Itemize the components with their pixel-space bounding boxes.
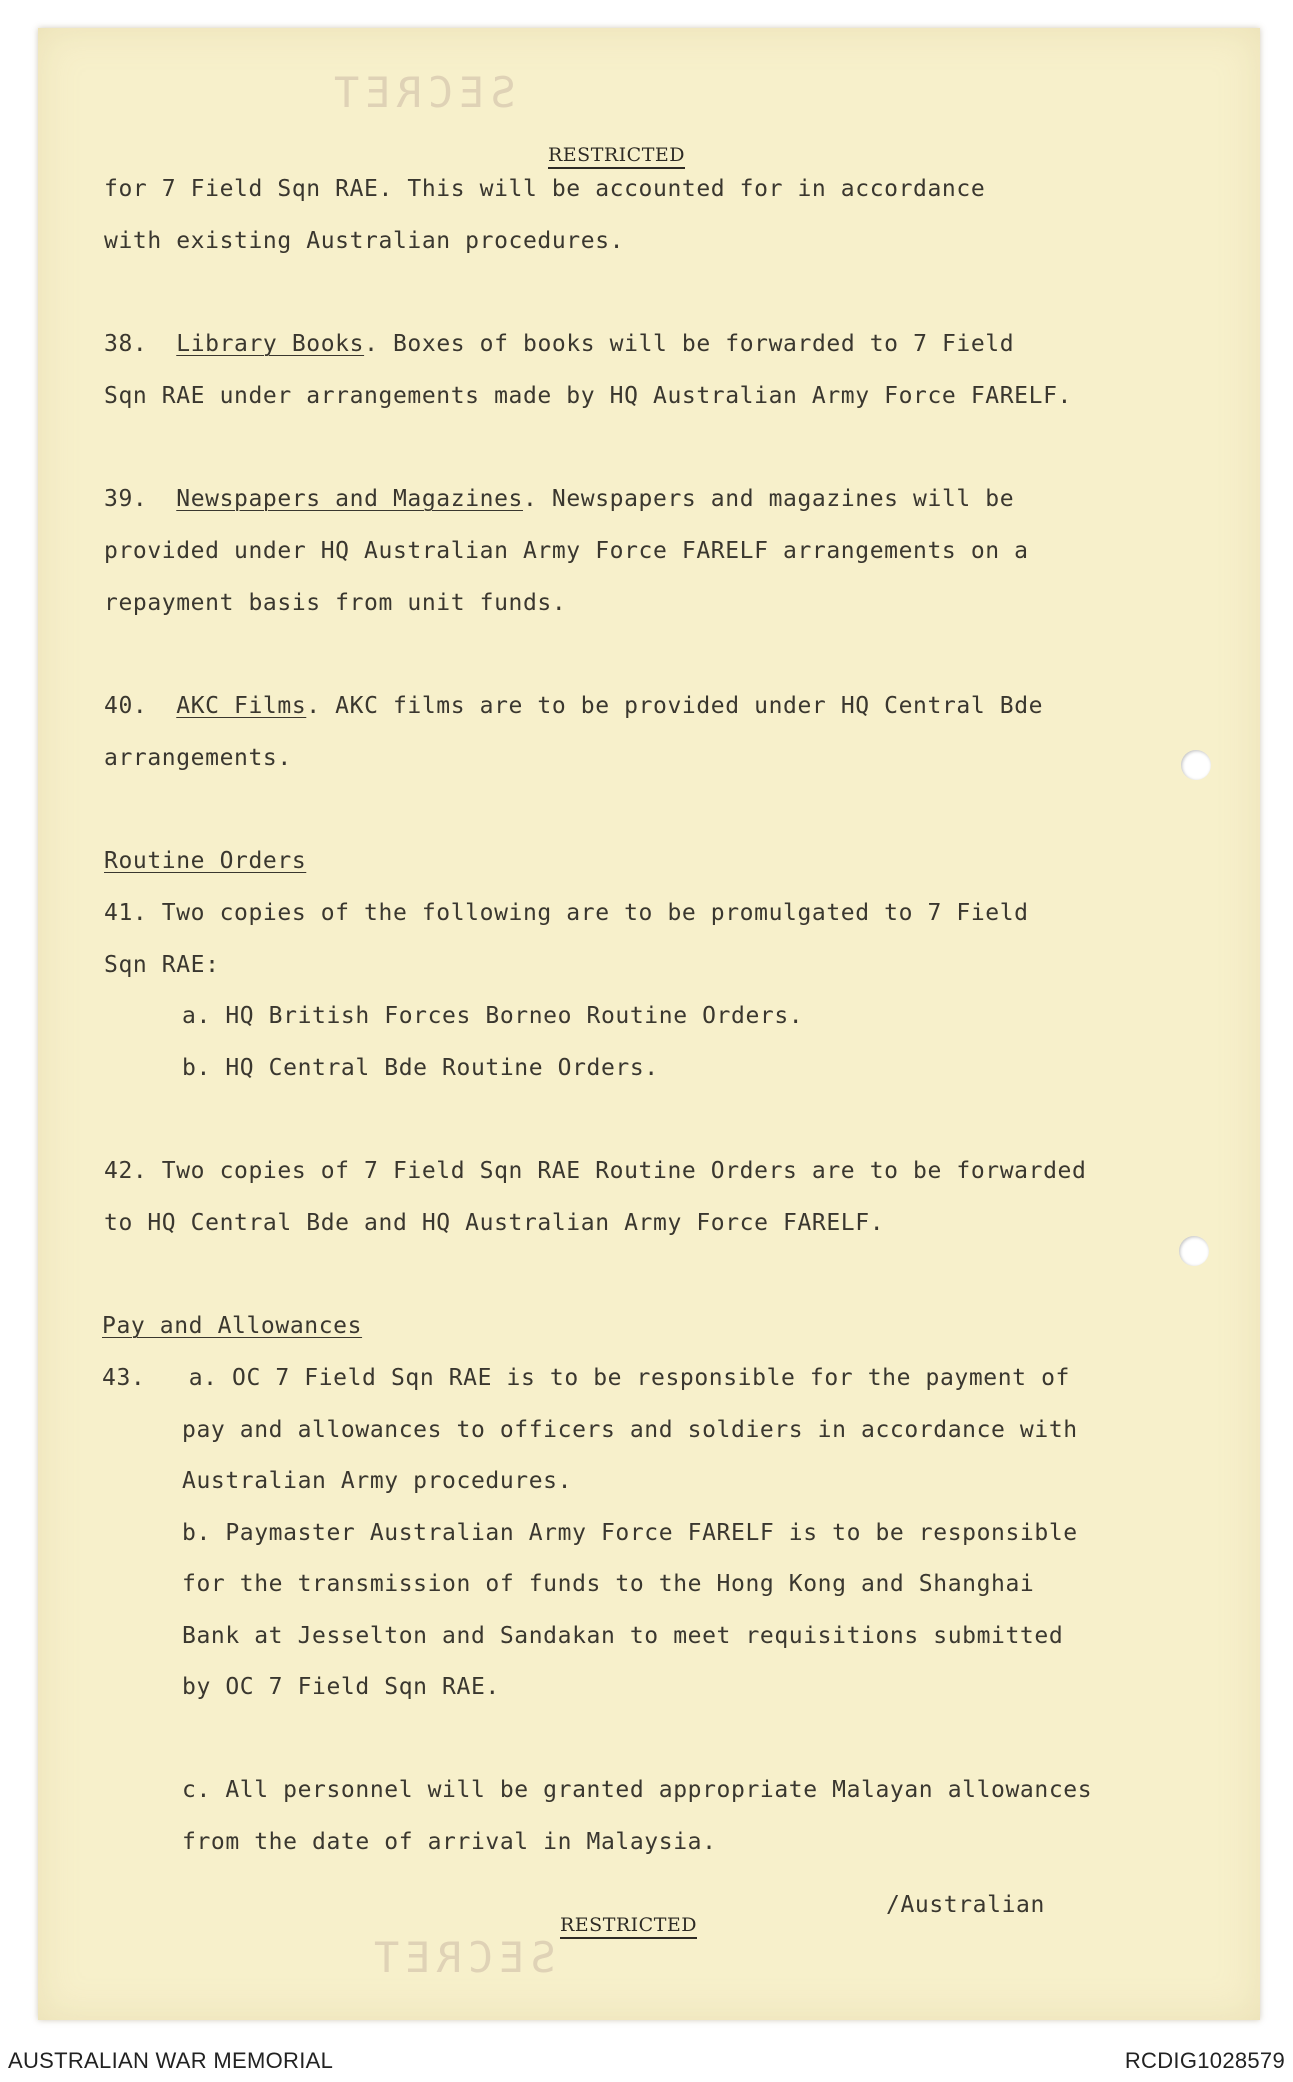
para-43-line-c2: from the date of arrival in Malaysia. [182, 1829, 717, 1855]
document-page [38, 28, 1260, 2020]
para-38-text-1: . Boxes of books will be forwarded to 7 Field [364, 331, 1015, 357]
para-39-heading: Newspapers and Magazines [176, 486, 523, 512]
para-38-number: 38. [104, 331, 148, 357]
para-43-number: 43. [102, 1365, 146, 1391]
para-40-number: 40. [104, 693, 148, 719]
para-38-heading: Library Books [176, 331, 365, 357]
para-41-line-1: 41. Two copies of the following are to be promulgated to 7 Field [104, 900, 1029, 926]
footer-item-id: RCDIG1028579 [1124, 2048, 1285, 2073]
para-43-a-text-1: a. OC 7 Field Sqn RAE is to be responsible for the payment of [188, 1365, 1070, 1391]
section-heading-routine-orders: Routine Orders [104, 848, 307, 874]
para-40-text-1: . AKC films are to be provided under HQ Central Bde [306, 693, 1044, 719]
para-41-item-b: b. HQ Central Bde Routine Orders. [182, 1055, 659, 1081]
para-43-line-b3: Bank at Jesselton and Sandakan to meet requisitions submitted [182, 1623, 1064, 1649]
para-43-line-b4: by OC 7 Field Sqn RAE. [182, 1674, 500, 1700]
para-39-number: 39. [104, 486, 148, 512]
para-42-line-1: 42. Two copies of 7 Field Sqn RAE Routine Orders are to be forwarded [104, 1158, 1087, 1184]
para-43-line-a3: Australian Army procedures. [182, 1468, 573, 1494]
show-through-secret-bottom: SECRET [368, 1933, 556, 1982]
para-43-line-b1: b. Paymaster Australian Army Force FARELF is to be responsible [182, 1520, 1078, 1546]
para-38-line-1 [104, 331, 1014, 357]
footer-archive-name: AUSTRALIAN WAR MEMORIAL [8, 2048, 334, 2073]
para-38-line-2: Sqn RAE under arrangements made by HQ Australian Army Force FARELF. [104, 383, 1072, 409]
punch-hole-lower [1179, 1236, 1209, 1266]
para-41-line-2: Sqn RAE: [104, 952, 220, 978]
punch-hole-upper [1181, 750, 1211, 780]
classification-bottom: RESTRICTED [560, 1914, 697, 1939]
para-40-heading: AKC Films [176, 693, 307, 719]
para-39-line-3: repayment basis from unit funds. [104, 590, 567, 616]
continuation-line-2: with existing Australian procedures. [104, 228, 625, 254]
para-39-line-2: provided under HQ Australian Army Force FARELF arrangements on a [104, 538, 1029, 564]
para-42-line-2: to HQ Central Bde and HQ Australian Army Force FARELF. [104, 1210, 885, 1236]
para-43-line-c1: c. All personnel will be granted appropriate Malayan allowances [182, 1777, 1093, 1803]
classification-top: RESTRICTED [548, 144, 685, 169]
para-41-item-a: a. HQ British Forces Borneo Routine Orders. [182, 1003, 804, 1029]
para-40-line-1 [104, 693, 1043, 719]
para-43-line-b2: for the transmission of funds to the Hong Kong and Shanghai [182, 1571, 1035, 1597]
continuation-line-1: for 7 Field Sqn RAE. This will be accounted for in accordance [104, 176, 986, 202]
para-43-line-a2: pay and allowances to officers and soldiers in accordance with [182, 1417, 1078, 1443]
section-heading-pay-and-allowances: Pay and Allowances [102, 1313, 363, 1339]
para-40-line-2: arrangements. [104, 745, 292, 771]
para-39-text-1: . Newspapers and magazines will be [522, 486, 1015, 512]
para-39-line-1 [104, 486, 1014, 512]
show-through-secret-top: SECRET [328, 68, 516, 117]
catchword: /Australian [886, 1892, 1045, 1918]
para-43-line-a1 [102, 1365, 1070, 1391]
